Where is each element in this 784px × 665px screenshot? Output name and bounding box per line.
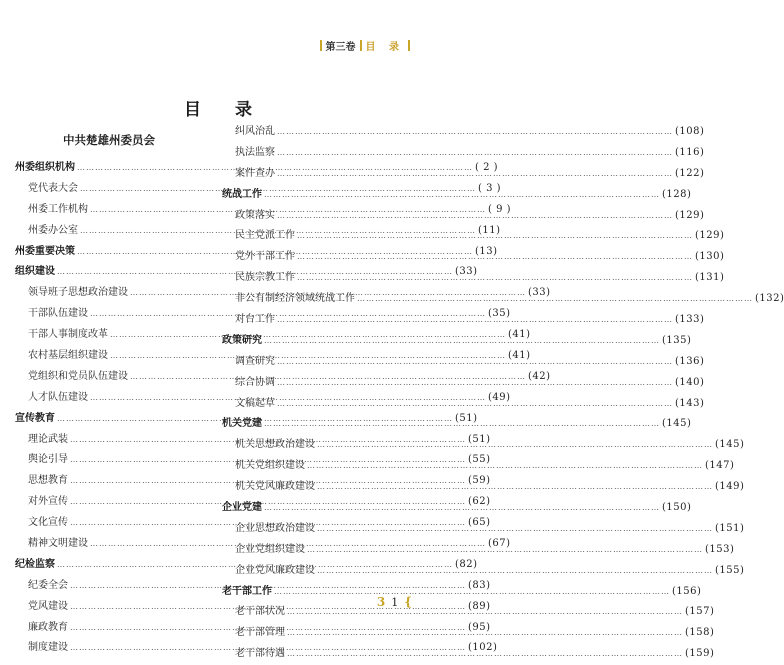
toc-subentry[interactable] <box>222 164 705 185</box>
running-header <box>316 38 414 53</box>
toc-entry-label: 州委工作机构 <box>28 203 88 215</box>
toc-entry-page: (11) <box>478 224 501 236</box>
toc-subentry[interactable] <box>222 122 705 143</box>
page-footer <box>377 595 412 609</box>
toc-entry-page: (145) <box>715 439 745 451</box>
toc-entry-page: (156) <box>672 585 702 597</box>
toc-entry-label: 宣传教育 <box>15 412 55 424</box>
toc-entry-label: 非公有制经济领域统战工作 <box>235 293 355 305</box>
toc-entry-page: (132) <box>755 293 784 305</box>
toc-entry-label: 思想教育 <box>28 475 68 487</box>
toc-entry-label: 对台工作 <box>235 314 275 326</box>
toc-leader-dots <box>264 331 660 352</box>
toc-entry-page: (131) <box>695 272 725 284</box>
toc-entry-page: (41) <box>508 329 531 341</box>
header-bar-right <box>408 40 410 51</box>
toc-entry-label: 政策研究 <box>222 334 262 346</box>
toc-entry-page: (155) <box>715 564 745 576</box>
header-volume: 第三卷 <box>325 42 356 53</box>
toc-leader-dots <box>317 435 713 456</box>
toc-entry-label: 调查研究 <box>235 355 275 367</box>
toc-entry-label: 州委组织机构 <box>15 162 75 173</box>
toc-entry-label: 精神文明建设 <box>28 538 88 550</box>
toc-leader-dots <box>297 268 693 289</box>
toc-subentry[interactable] <box>222 247 725 268</box>
toc-leader-dots <box>277 122 673 143</box>
toc-entry-page: (42) <box>528 370 551 382</box>
toc-entry-label: 机关思想政治建设 <box>235 439 315 451</box>
toc-entry-page: (83) <box>468 579 491 591</box>
toc-entry-label: 舆论引导 <box>28 454 68 466</box>
toc-entry-page: (33) <box>455 266 478 278</box>
toc-subentry[interactable] <box>222 143 705 164</box>
toc-entry-label: 党外干部工作 <box>235 251 295 263</box>
toc-entry-page: (55) <box>468 454 491 466</box>
toc-entry-page: (13) <box>475 245 498 257</box>
toc-entry-page: (159) <box>685 648 715 660</box>
header-bar-left <box>320 40 322 51</box>
toc-entry-page: (129) <box>675 209 705 221</box>
toc-entry-label: 老干部管理 <box>235 627 285 639</box>
toc-entry-label: 人才队伍建设 <box>28 391 88 403</box>
page-title: 目 录 <box>184 100 266 120</box>
toc-entry-page: (62) <box>468 496 491 508</box>
toc-entry-label: 党代表大会 <box>28 182 78 194</box>
toc-leader-dots <box>277 394 673 415</box>
toc-entry-label: 老干部待遇 <box>235 648 285 660</box>
toc-entry-page: (51) <box>468 433 491 445</box>
toc-entry-page: (35) <box>488 308 511 320</box>
toc-entry-label: 制度建设 <box>28 642 68 654</box>
toc-entry-label: 政策落实 <box>235 209 275 221</box>
toc-entry-label: 州委重要决策 <box>15 245 75 257</box>
toc-entry-label: 文稿起草 <box>235 397 275 409</box>
toc-leader-dots <box>307 456 703 477</box>
toc-entry-page: (135) <box>662 334 692 346</box>
toc-entry-page: (41) <box>508 350 531 362</box>
toc-subentry[interactable] <box>222 206 705 227</box>
toc-entry-page: (143) <box>675 397 705 409</box>
footer-ornament-right: { <box>404 595 412 609</box>
toc-entry-label: 纪检监察 <box>15 558 55 570</box>
toc-leader-dots <box>297 226 693 247</box>
toc-leader-dots <box>297 247 693 268</box>
toc-leader-dots <box>264 185 660 206</box>
toc-leader-dots <box>317 519 713 540</box>
toc-entry-page: ( 2 ) <box>475 162 499 173</box>
toc-leader-dots <box>264 414 660 435</box>
toc-entry-label: 组织建设 <box>15 266 55 278</box>
toc-entry-page: (128) <box>662 188 692 200</box>
toc-entry-page: (153) <box>705 543 735 555</box>
toc-entry-page: (158) <box>685 627 715 639</box>
toc-entry-label: 案件查办 <box>235 167 275 179</box>
toc-leader-dots <box>307 540 703 561</box>
toc-leader-dots <box>277 352 673 373</box>
toc-entry-label: 企业党建 <box>222 502 262 514</box>
toc-entry-label: 民主党派工作 <box>235 230 295 242</box>
toc-entry-label: 党风建设 <box>28 600 68 612</box>
toc-entry-label: 民族宗教工作 <box>235 272 295 284</box>
toc-entry-page: (129) <box>695 230 725 242</box>
toc-entry-page: ( 9 ) <box>488 203 512 215</box>
toc-leader-dots <box>357 289 753 310</box>
toc-entry-label: 廉政教育 <box>28 621 68 633</box>
toc-entry-label: 干部人事制度改革 <box>28 329 108 341</box>
header-section-title: 目 录 <box>365 42 404 53</box>
toc-entry-page: (149) <box>715 481 745 493</box>
toc-leader-dots <box>287 644 683 665</box>
toc-entry-page: (116) <box>675 146 705 158</box>
toc-entry-page: (145) <box>662 418 692 430</box>
toc-entry-page: (95) <box>468 621 491 633</box>
toc-entry-label: 党组织和党员队伍建设 <box>28 370 128 382</box>
toc-entry-page: (108) <box>675 126 705 137</box>
toc-entry-page: (65) <box>468 517 491 529</box>
toc-entry-label: 统战工作 <box>222 188 262 200</box>
toc-leader-dots <box>264 498 660 519</box>
toc-entry-label: 农村基层组织建设 <box>28 350 108 362</box>
page-number: 1 <box>391 595 399 609</box>
toc-entry-page: (33) <box>528 287 551 299</box>
toc-entry-page: (136) <box>675 355 705 367</box>
toc-leader-dots <box>277 310 673 331</box>
toc-entry-page: (67) <box>488 538 511 550</box>
toc-entry-label: 机关党组织建设 <box>235 460 305 472</box>
toc-entry-label: 州委办公室 <box>28 224 78 236</box>
toc-entry-label: 老干部状况 <box>235 606 285 618</box>
toc-chapter-entry[interactable] <box>222 185 692 206</box>
toc-entry-page: (122) <box>675 167 705 179</box>
toc-entry-label: 纪委全会 <box>28 579 68 591</box>
toc-leader-dots <box>277 164 673 185</box>
toc-leader-dots <box>277 143 673 164</box>
toc-entry-page: (140) <box>675 376 705 388</box>
toc-leader-dots <box>287 602 683 623</box>
toc-entry-page: (133) <box>675 314 705 326</box>
toc-entry-page: (49) <box>488 391 511 403</box>
toc-entry-page: (147) <box>705 460 735 472</box>
toc-entry-label: 综合协调 <box>235 376 275 388</box>
toc-entry-page: (157) <box>685 606 715 618</box>
header-bar-middle <box>360 40 362 51</box>
toc-entry-label: 机关党风廉政建设 <box>235 481 315 493</box>
footer-ornament-left: 3 <box>376 595 386 609</box>
toc-entry-label: 对外宣传 <box>28 496 68 508</box>
toc-entry-page: (89) <box>468 600 491 612</box>
toc-entry-label: 执法监察 <box>235 146 275 158</box>
toc-leader-dots <box>277 206 673 227</box>
toc-entry-label: 机关党建 <box>222 418 262 430</box>
toc-entry-page: (151) <box>715 522 745 534</box>
toc-entry-page: ( 3 ) <box>478 182 502 194</box>
toc-entry-label: 文化宣传 <box>28 517 68 529</box>
toc-entry-label: 领导班子思想政治建设 <box>28 287 128 299</box>
toc-leader-dots <box>317 561 713 582</box>
toc-leader-dots <box>274 582 670 603</box>
toc-leader-dots <box>317 477 713 498</box>
toc-section-title: 中共楚雄州委员会 <box>63 133 155 147</box>
toc-entry-page: (102) <box>468 642 498 654</box>
toc-entry-label: 干部队伍建设 <box>28 308 88 320</box>
toc-entry-label: 企业党风廉政建设 <box>235 564 315 576</box>
toc-entry-page: (51) <box>455 412 478 424</box>
toc-entry-page: (82) <box>455 558 478 570</box>
toc-entry-label: 理论武装 <box>28 433 68 445</box>
toc-entry-label: 企业思想政治建设 <box>235 522 315 534</box>
toc-entry-page: (150) <box>662 502 692 514</box>
toc-leader-dots <box>277 373 673 394</box>
toc-entry-label: 纠风治乱 <box>235 126 275 137</box>
toc-entry-page: (59) <box>468 475 491 487</box>
toc-leader-dots <box>287 623 683 644</box>
toc-entry-page: (130) <box>695 251 725 263</box>
toc-entry-label: 企业党组织建设 <box>235 543 305 555</box>
toc-entry-label: 老干部工作 <box>222 585 272 597</box>
